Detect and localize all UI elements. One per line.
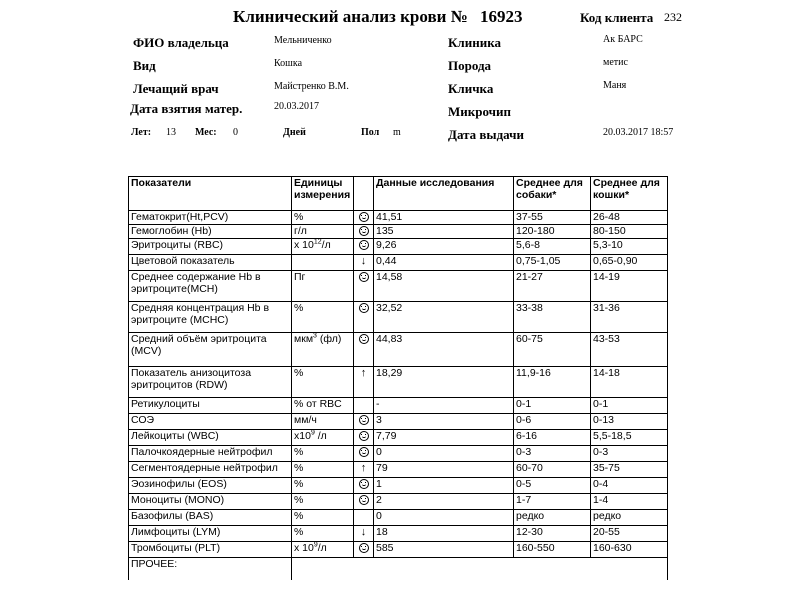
- smiley-icon: [359, 240, 369, 250]
- dog-reference: редко: [514, 510, 591, 526]
- doctor-value: Майстренко В.М.: [274, 81, 349, 92]
- table-row: [129, 430, 668, 446]
- arrow-up-icon: ↑: [360, 367, 367, 379]
- client-code-label: Код клиента: [580, 10, 654, 25]
- nickname-label: Кличка: [448, 81, 494, 96]
- owner-value: Мельниченко: [274, 35, 332, 46]
- table-row: [129, 302, 668, 333]
- status-flag: [354, 446, 374, 462]
- table-row: [129, 211, 668, 225]
- issue-date-label: Дата выдачи: [448, 127, 524, 142]
- dog-reference: 0-6: [514, 414, 591, 430]
- cat-reference: 0,65-0,90: [591, 255, 668, 271]
- result-value: 18: [374, 526, 514, 542]
- param-name: Палочкоядерные нейтрофил: [129, 446, 292, 462]
- unit-text: x 10: [294, 542, 314, 554]
- unit-text: %: [294, 510, 304, 522]
- status-flag: [354, 255, 374, 271]
- species-value: Кошка: [274, 58, 303, 69]
- table-row: [129, 398, 668, 414]
- cat-reference: 0-4: [591, 478, 668, 494]
- status-flag: [354, 478, 374, 494]
- client-code-value: 232: [664, 10, 682, 24]
- result-value: 32,52: [374, 302, 514, 333]
- result-value: 7,79: [374, 430, 514, 446]
- cat-reference: 14-19: [591, 271, 668, 302]
- status-flag: [354, 271, 374, 302]
- other-content: [292, 558, 668, 580]
- param-name: Эозинофилы (EOS): [129, 478, 292, 494]
- smiley-icon: [359, 212, 369, 222]
- result-value: 9,26: [374, 239, 514, 255]
- result-value: 14,58: [374, 271, 514, 302]
- table-row: [129, 225, 668, 239]
- smiley-icon: [359, 447, 369, 457]
- smiley-icon: [359, 303, 369, 313]
- table-row: [129, 271, 668, 302]
- report-number: 16923: [480, 7, 523, 26]
- cat-reference: 35-75: [591, 462, 668, 478]
- dog-reference: 120-180: [514, 225, 591, 239]
- header-units: Единицы измерения: [292, 177, 354, 211]
- param-unit: [292, 430, 354, 446]
- cat-reference: 0-1: [591, 398, 668, 414]
- param-name: Средний объём эритроцита (MCV): [129, 333, 292, 367]
- param-name: Гематокрит(Ht,PCV): [129, 211, 292, 225]
- status-flag: [354, 367, 374, 398]
- table-header-row: [129, 177, 668, 211]
- result-value: 79: [374, 462, 514, 478]
- cat-reference: 80-150: [591, 225, 668, 239]
- unit-text: %: [294, 446, 304, 458]
- status-flag: [354, 239, 374, 255]
- unit-exponent: 3: [313, 332, 317, 340]
- dog-reference: 6-16: [514, 430, 591, 446]
- dog-reference: 0-1: [514, 398, 591, 414]
- table-row: [129, 494, 668, 510]
- param-name: Средняя концентрация Hb в эритроците (MCHC): [129, 302, 292, 333]
- microchip-label: Микрочип: [448, 104, 511, 119]
- arrow-down-icon: ↓: [360, 255, 367, 267]
- param-unit: [292, 526, 354, 542]
- unit-exponent: 9: [313, 541, 318, 549]
- table-row: [129, 255, 668, 271]
- status-flag: [354, 510, 374, 526]
- param-unit: [292, 239, 354, 255]
- owner-label: ФИО владельца: [133, 35, 229, 50]
- status-flag: [354, 225, 374, 239]
- breed-label: Порода: [448, 58, 492, 73]
- smiley-icon: [359, 543, 369, 553]
- results-table: [128, 176, 668, 580]
- param-name: Сегментоядерные нейтрофил: [129, 462, 292, 478]
- result-value: 1: [374, 478, 514, 494]
- dog-reference: 60-75: [514, 333, 591, 367]
- param-unit: [292, 414, 354, 430]
- param-unit: [292, 494, 354, 510]
- days-label: Дней: [283, 127, 306, 138]
- status-flag: [354, 526, 374, 542]
- unit-text: %: [294, 367, 304, 379]
- unit-suffix: /л: [321, 239, 331, 251]
- status-flag: [354, 494, 374, 510]
- table-row: [129, 510, 668, 526]
- doctor-label: Лечащий врач: [133, 81, 219, 96]
- param-name: Среднее содержание Hb в эритроците(MCH): [129, 271, 292, 302]
- cat-reference: 20-55: [591, 526, 668, 542]
- header-param: Показатели: [129, 177, 292, 211]
- dog-reference: 5,6-8: [514, 239, 591, 255]
- header-dog: Среднее для собаки*: [514, 177, 591, 211]
- sex-value: m: [393, 127, 401, 138]
- unit-exponent: 9: [310, 429, 315, 437]
- cat-reference: 31-36: [591, 302, 668, 333]
- table-row: [129, 446, 668, 462]
- months-value: 0: [233, 127, 238, 138]
- header-flag: [354, 177, 374, 211]
- status-flag: [354, 302, 374, 333]
- param-unit: [292, 302, 354, 333]
- param-unit: [292, 398, 354, 414]
- sex-label: Пол: [361, 127, 380, 138]
- param-name: Лимфоциты (LYM): [129, 526, 292, 542]
- dog-reference: 0,75-1,05: [514, 255, 591, 271]
- dog-reference: 37-55: [514, 211, 591, 225]
- unit-text: Пг: [294, 271, 306, 283]
- cat-reference: 26-48: [591, 211, 668, 225]
- status-flag: [354, 542, 374, 558]
- param-name: Гемоглобин (Hb): [129, 225, 292, 239]
- smiley-icon: [359, 272, 369, 282]
- dog-reference: 21-27: [514, 271, 591, 302]
- param-name: СОЭ: [129, 414, 292, 430]
- sample-date-label: Дата взятия матер.: [130, 101, 243, 116]
- param-unit: [292, 333, 354, 367]
- table-row: [129, 333, 668, 367]
- unit-text: %: [294, 462, 304, 474]
- status-flag: [354, 211, 374, 225]
- cat-reference: 43-53: [591, 333, 668, 367]
- dog-reference: 33-38: [514, 302, 591, 333]
- result-value: 2: [374, 494, 514, 510]
- param-unit: [292, 478, 354, 494]
- years-value: 13: [166, 127, 176, 138]
- header-cat: Среднее для кошки*: [591, 177, 668, 211]
- status-flag: [354, 430, 374, 446]
- param-name: Ретикулоциты: [129, 398, 292, 414]
- status-flag: [354, 414, 374, 430]
- unit-suffix: /л: [317, 542, 327, 554]
- table-row: [129, 239, 668, 255]
- result-value: 41,51: [374, 211, 514, 225]
- table-row: [129, 367, 668, 398]
- param-unit: [292, 225, 354, 239]
- unit-suffix: /л: [314, 430, 327, 442]
- other-row: [129, 558, 668, 580]
- unit-text: мкм: [294, 333, 314, 345]
- param-unit: [292, 367, 354, 398]
- unit-suffix: (фл): [316, 333, 342, 345]
- dog-reference: 0-3: [514, 446, 591, 462]
- other-label: ПРОЧЕЕ:: [129, 558, 292, 580]
- smiley-icon: [359, 415, 369, 425]
- arrow-up-icon: ↑: [360, 462, 367, 474]
- table-row: [129, 462, 668, 478]
- cat-reference: 5,5-18,5: [591, 430, 668, 446]
- years-label: Лет:: [131, 127, 152, 138]
- breed-value: метис: [603, 57, 628, 68]
- dog-reference: 60-70: [514, 462, 591, 478]
- param-unit: [292, 542, 354, 558]
- param-name: Цветовой показатель: [129, 255, 292, 271]
- unit-text: мм/ч: [294, 414, 317, 426]
- unit-text: x10: [294, 430, 311, 442]
- param-name: Базофилы (BAS): [129, 510, 292, 526]
- result-value: 585: [374, 542, 514, 558]
- header-result: Данные исследования: [374, 177, 514, 211]
- unit-text: %: [294, 494, 304, 506]
- unit-text: %: [294, 526, 304, 538]
- param-unit: [292, 271, 354, 302]
- arrow-down-icon: ↓: [360, 526, 367, 538]
- sample-date-value: 20.03.2017: [274, 101, 319, 112]
- result-value: 0,44: [374, 255, 514, 271]
- cat-reference: 14-18: [591, 367, 668, 398]
- issue-date-value: 20.03.2017 18:57: [603, 127, 674, 138]
- smiley-icon: [359, 226, 369, 236]
- result-value: 135: [374, 225, 514, 239]
- species-label: Вид: [133, 58, 156, 73]
- unit-text: г/л: [294, 225, 307, 237]
- status-flag: [354, 333, 374, 367]
- unit-text: %: [294, 302, 304, 314]
- nickname-value: Маня: [603, 80, 627, 91]
- table-row: [129, 478, 668, 494]
- table-row: [129, 542, 668, 558]
- clinic-label: Клиника: [448, 35, 501, 50]
- result-value: -: [374, 398, 514, 414]
- result-value: 3: [374, 414, 514, 430]
- smiley-icon: [359, 334, 369, 344]
- param-unit: [292, 462, 354, 478]
- dog-reference: 12-30: [514, 526, 591, 542]
- unit-text: x 10: [294, 239, 314, 251]
- smiley-icon: [359, 431, 369, 441]
- cat-reference: 5,3-10: [591, 239, 668, 255]
- dog-reference: 160-550: [514, 542, 591, 558]
- param-name: Эритроциты (RBC): [129, 239, 292, 255]
- unit-text: %: [294, 478, 304, 490]
- param-name: Показатель анизоцитоза эритроцитов (RDW): [129, 367, 292, 398]
- months-label: Мес:: [195, 127, 217, 138]
- cat-reference: редко: [591, 510, 668, 526]
- dog-reference: 0-5: [514, 478, 591, 494]
- table-row: [129, 414, 668, 430]
- report-title-text: Клинический анализ крови №: [233, 7, 468, 26]
- unit-text: %: [294, 211, 304, 223]
- unit-exponent: 12: [313, 238, 322, 246]
- result-value: 18,29: [374, 367, 514, 398]
- param-unit: [292, 510, 354, 526]
- smiley-icon: [359, 479, 369, 489]
- result-value: 0: [374, 446, 514, 462]
- param-unit: [292, 446, 354, 462]
- cat-reference: 1-4: [591, 494, 668, 510]
- result-value: 44,83: [374, 333, 514, 367]
- unit-text: % от RBC: [294, 398, 342, 410]
- dog-reference: 1-7: [514, 494, 591, 510]
- cat-reference: 0-3: [591, 446, 668, 462]
- status-flag: [354, 398, 374, 414]
- smiley-icon: [359, 495, 369, 505]
- cat-reference: 160-630: [591, 542, 668, 558]
- param-unit: [292, 211, 354, 225]
- status-flag: [354, 462, 374, 478]
- dog-reference: 11,9-16: [514, 367, 591, 398]
- clinic-value: Ак БАРС: [603, 34, 643, 45]
- param-unit: [292, 255, 354, 271]
- param-name: Моноциты (MONO): [129, 494, 292, 510]
- result-value: 0: [374, 510, 514, 526]
- report-title: [233, 7, 523, 27]
- table-row: [129, 526, 668, 542]
- cat-reference: 0-13: [591, 414, 668, 430]
- param-name: Лейкоциты (WBC): [129, 430, 292, 446]
- param-name: Тромбоциты (PLT): [129, 542, 292, 558]
